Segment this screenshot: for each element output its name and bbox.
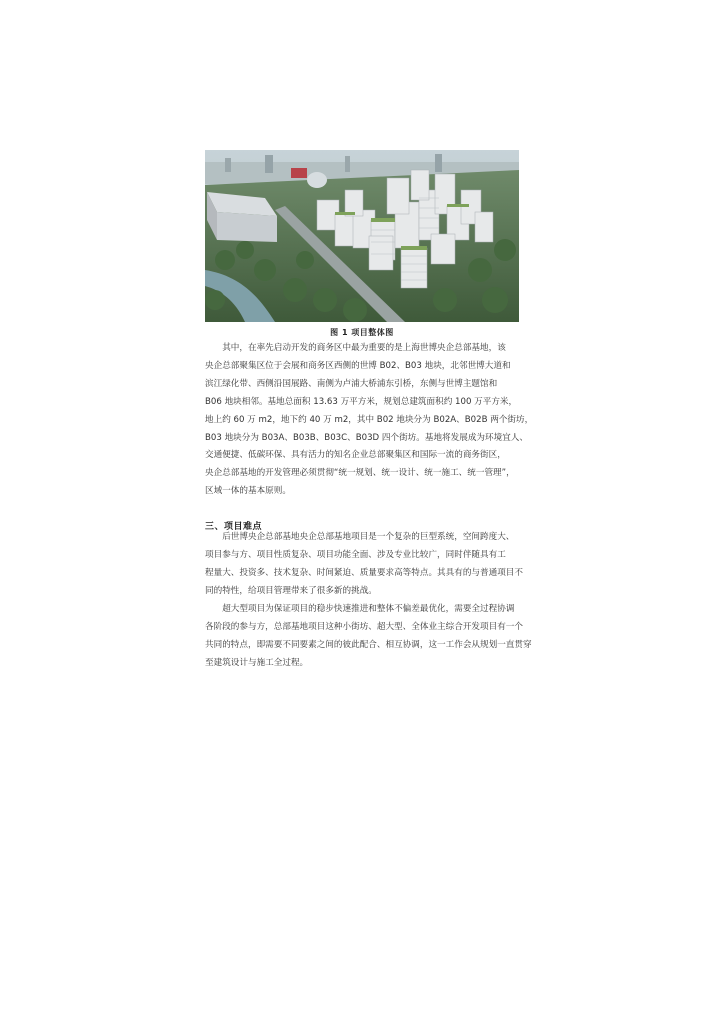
text-line: 央企总部聚集区位于会展和商务区西侧的世博 B02、B03 地块，北邻世博大道和 bbox=[205, 360, 511, 371]
text-line: 区域一体的基本原则。 bbox=[205, 486, 291, 497]
text-line: 其中，在率先启动开发的商务区中最为重要的是上海世博央企总部基地，该 bbox=[205, 343, 506, 353]
text-line: 地上约 60 万 m2，地下约 40 万 m2，其中 B02 地块分为 B02A、B02B 两个街坊， bbox=[205, 414, 534, 425]
text-line: B03 地块分为 B03A、B03B、B03C、B03D 四个街坊。基地将发展成为环境宜人、 bbox=[205, 432, 528, 443]
text-line: 超大型项目为保证项目的稳步快速推进和整体不偏差最优化，需要全过程协调 bbox=[205, 604, 515, 614]
text-line: 交通便捷、低碳环保、具有活力的知名企业总部聚集区和国际一流的商务街区， bbox=[205, 450, 506, 461]
figure-caption: 图 1 项目整体图 bbox=[330, 328, 394, 337]
aerial-rendering bbox=[205, 150, 519, 322]
text-line: 至建筑设计与施工全过程。 bbox=[205, 657, 309, 668]
text-line: 程量大、投资多、技术复杂、时间紧迫、质量要求高等特点。其具有的与普通项目不 bbox=[205, 567, 523, 578]
text-line: 后世博央企总部基地央企总部基地项目是一个复杂的巨型系统，空间跨度大、 bbox=[205, 532, 515, 542]
text-line: B06 地块相邻。基地总面积 13.63 万平方米，规划总建筑面积约 100 万平方米， bbox=[205, 396, 518, 407]
text-line: 项目参与方、项目性质复杂、项目功能全面、涉及专业比较广，同时伴随具有工 bbox=[205, 549, 506, 560]
text-line: 央企总部基地的开发管理必须贯彻“统一规划、统一设计、统一施工、统一管理”， bbox=[205, 468, 515, 479]
text-line: 共同的特点，即需要不同要素之间的彼此配合、相互协调，这一工作会从规划一直贯穿 bbox=[205, 639, 532, 650]
intro-paragraph bbox=[205, 340, 534, 501]
section-heading: 三、项目难点 bbox=[205, 522, 263, 532]
difficulty-paragraph-2 bbox=[205, 601, 534, 673]
text-line: 各阶段的参与方，总部基地项目这种小街坊、超大型、全体业主综合开发项目有一个 bbox=[205, 621, 523, 632]
text-line: 滨江绿化带、西侧沿国展路、南侧为卢浦大桥浦东引桥，东侧与世博主题馆和 bbox=[205, 378, 498, 389]
text-line: 同的特性，给项目管理带来了很多新的挑战。 bbox=[205, 585, 377, 596]
difficulty-paragraph-1 bbox=[205, 529, 534, 601]
project-overview-image bbox=[205, 150, 519, 322]
